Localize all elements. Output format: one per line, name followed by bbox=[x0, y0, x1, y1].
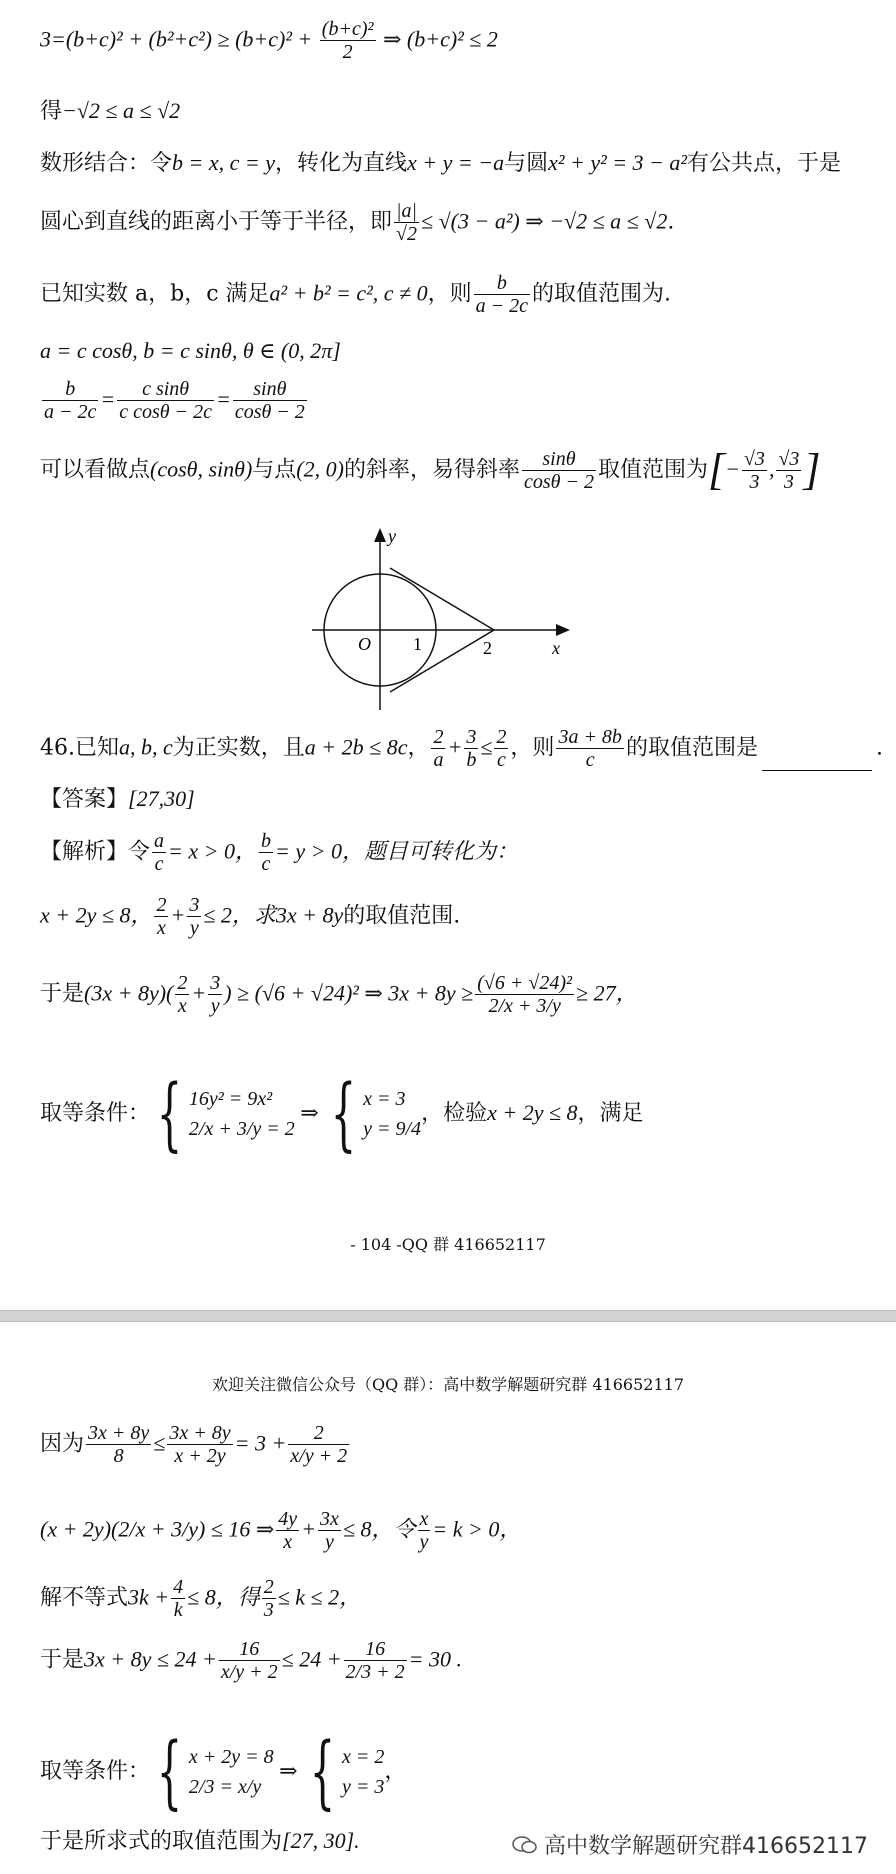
solution-line-4: 取等条件：{ 16y² = 9x² 2/x + 3/y = 2 ⇒ { x = 3 y = 9/4 ，检验x + 2y ≤ 8，满足 bbox=[40, 1067, 644, 1160]
equation-line-6: a = c cosθ, b = c sinθ, θ ∈ (0, 2π] bbox=[40, 338, 341, 363]
page-header: 欢迎关注微信公众号（QQ 群）：高中数学解题研究群 416652117 bbox=[211, 1375, 685, 1394]
equation-line-7: $\frac{b}{a - 2c}$ = $\frac{\text{c sinθ}}{\text{c cosθ − 2c}}$ = $\frac{\sin\theta}{\cos\theta - 2}$ bbox=[44, 378, 305, 423]
wechat-watermark: 高中数学解题研究群416652117 bbox=[512, 1829, 868, 1860]
equation-line-m5: 取等条件：{ x + 2y = 8 2/3 = x/y ⇒ { x = 2 y = 3 ， bbox=[40, 1725, 407, 1818]
solution-line-3: 于是(3x + 8y)( $\frac{2}{x}$ + $\frac{3}{y}$ ) ≥ (√6 + √24)² ⇒ 3x + 8y ≥ $\frac{\text{(√6 + √24)²}}{2/x + 3/y}$ ≥ 27， bbox=[40, 972, 638, 1017]
x-axis-label: x bbox=[552, 638, 560, 658]
tangent-line-lower bbox=[390, 630, 494, 692]
page-separator bbox=[0, 1310, 896, 1322]
page-footer: - 104 -QQ 群 416652117 bbox=[350, 1235, 546, 1254]
equation-line-m2: (x + 2y)(2/x + 3/y) ≤ 16 ⇒ $\frac{4y}{x}$ + $\frac{3x}{y}$ ≤ 8，令 $\frac{x}{y}$ = k > 0， bbox=[40, 1508, 522, 1553]
equation-line-2: 得−√2 ≤ a ≤ √2 bbox=[40, 98, 181, 124]
tick-label-1: 1 bbox=[413, 634, 422, 654]
wechat-icon bbox=[512, 1835, 538, 1855]
conclusion-line: 于是所求式的取值范围为[27, 30]. bbox=[40, 1828, 360, 1854]
solution-line-1: 【解析】令 $\frac{a}{c}$ = x > 0， $\frac{b}{c}$ = y > 0，题目可转化为： bbox=[40, 830, 518, 875]
origin-label: O bbox=[358, 634, 371, 654]
answer-line: 【答案】[27,30] bbox=[40, 786, 195, 812]
text-line-8: 可以看做点(cosθ, sinθ)与点(2, 0)的斜率，易得斜率 $\frac{\sin\theta}{\cos\theta - 2}$ 取值范围为[− $\frac{√3}{3}$ , $\frac{√3}{3}$ ] bbox=[40, 445, 821, 494]
page-105 bbox=[0, 1322, 896, 1874]
question-46: 46.已知a, b, c为正实数，且a + 2b ≤ 8c， $\frac{2}{a}$ + $\frac{3}{b}$ ≤ $\frac{2}{c}$ ，则 $\frac{3a + 8b}{c}$ 的取值范围是 . bbox=[40, 726, 883, 771]
text-line-4: 圆心到直线的距离小于等于半径，即 $\frac{|a|}{√2}$ ≤ √(3 − a²) ⇒ −√2 ≤ a ≤ √2. bbox=[40, 200, 675, 245]
tangent-line-upper bbox=[390, 568, 494, 630]
equation-line-m1: 因为 $\frac{3x + 8y}{8}$ ≤ $\frac{3x + 8y}{x + 2y}$ = 3 + $\frac{2}{x/y + 2}$ bbox=[40, 1422, 348, 1467]
equation-line-m3: 解不等式3k + $\frac{4}{k}$ ≤ 8，得 $\frac{2}{3}$ ≤ k ≤ 2， bbox=[40, 1576, 362, 1621]
x-axis-arrow bbox=[556, 624, 570, 636]
tick-label-2: 2 bbox=[483, 638, 492, 658]
equation-line-m4: 于是3x + 8y ≤ 24 + $\frac{16}{x/y + 2}$ ≤ 24 + $\frac{16}{2/3 + 2}$ = 30 . bbox=[40, 1638, 462, 1683]
solution-line-2: x + 2y ≤ 8， $\frac{2}{x}$ + $\frac{3}{y}$ ≤ 2，求3x + 8y的取值范围. bbox=[40, 894, 461, 939]
equation-line-1: 3=(b+c)² + (b²+c²) ≥ (b+c)² + $\frac{\text{(b+c)²}}{2}$ ⇒ (b+c)² ≤ 2 bbox=[40, 18, 498, 63]
problem-statement: 已知实数 a，b，c 满足a² + b² = c², c ≠ 0，则 $\frac{b}{a - 2c}$ 的取值范围为. bbox=[40, 272, 671, 317]
text-line-3: 数形结合：令b = x, c = y，转化为直线x + y = −a与圆x² + y² = 3 − a²有公共点，于是 bbox=[40, 150, 841, 176]
y-axis-label: y bbox=[388, 526, 396, 546]
y-axis-arrow bbox=[374, 528, 386, 542]
answer-blank bbox=[762, 770, 872, 771]
circle-tangent-diagram bbox=[300, 520, 580, 720]
